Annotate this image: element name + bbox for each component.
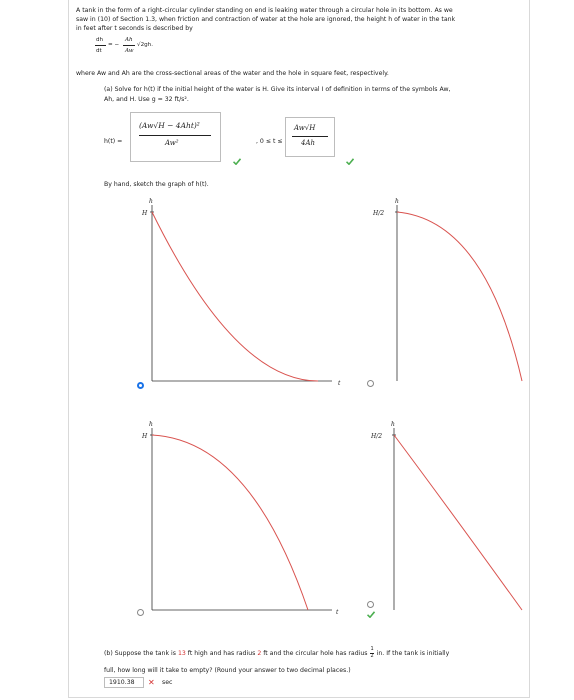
graph-option-4[interactable] [365, 418, 525, 618]
interval-numerator: Aw√H [294, 124, 316, 132]
ode-rhs: √2gh. [137, 42, 153, 48]
graph-4-h-axis-label: h [391, 421, 395, 428]
part-b-prompt-line-2: full, how long will it take to empty? (Round your answer to two decimal places.) [104, 667, 351, 674]
h-of-t-label: h(t) = [104, 138, 123, 145]
h-of-t-denominator: Aw² [165, 139, 179, 147]
graph-1-t-axis-label: t [338, 380, 341, 387]
tank-height-value: 13 [177, 650, 186, 657]
part-a-prompt-line-1: (a) Solve for h(t) if the initial height of the water is H. Give its interval I of definition in terms of the symbols Aw, [104, 86, 451, 93]
graph-3-y-label: H [142, 433, 148, 440]
interval-fraction-bar [292, 136, 328, 137]
ode-equals: = − [108, 42, 120, 48]
h-of-t-fraction-bar [139, 135, 211, 136]
graph-4-y-label: H/2 [371, 433, 383, 440]
graph-option-1[interactable] [140, 195, 355, 395]
tank-radius-value: 2 [257, 650, 262, 657]
graph-3-curve [152, 435, 308, 610]
h-of-t-numerator: (Aw√H − 4Aht)² [139, 121, 200, 130]
interval-denominator: 4Ah [301, 139, 316, 147]
graph-3-t-axis-label: t [336, 609, 339, 616]
hole-radius-fraction [370, 647, 373, 659]
graph-1-y-label: H [142, 210, 148, 217]
part-a-prompt-line-2: Ah, and H. Use g = 32 ft/s². [104, 96, 189, 103]
graph-3-h-axis-label: h [149, 421, 153, 428]
empty-time-unit: sec [162, 679, 173, 686]
hole-radius-numerator: 1 [370, 646, 374, 652]
graph-2-curve [397, 212, 522, 381]
problem-text-line-2: saw in (10) of Section 1.3, when friction and contraction of water at the hole are ignored, the height h of water in the tank [76, 16, 456, 23]
graph-4-curve [394, 435, 522, 610]
where-text: where Aw and Ah are the cross-sectional areas of the water and the hole in square feet, respectively. [76, 70, 389, 77]
graph-option-2[interactable] [365, 195, 525, 395]
empty-time-input[interactable] [104, 677, 144, 688]
ode-lhs-fraction-bar [95, 45, 106, 46]
part-b-prompt-line-1 [104, 647, 449, 659]
h-of-t-answer-box[interactable] [130, 112, 221, 162]
ode-frac-bar [123, 45, 135, 46]
graph-1-curve [152, 212, 318, 381]
graph-option-3[interactable] [140, 418, 355, 618]
sketch-prompt: By hand, sketch the graph of h(t). [104, 181, 209, 188]
ode-lhs-numerator: dh [96, 37, 104, 43]
empty-time-value: 1910.38 [109, 679, 135, 686]
ode-frac-denominator: Aw [125, 48, 134, 54]
interval-correct-check-icon [346, 158, 354, 165]
hole-radius-denominator: 2 [370, 652, 374, 659]
interval-prefix: , 0 ≤ t ≤ [256, 138, 283, 145]
ode-lhs-denominator: dt [96, 48, 102, 54]
part-b-text-b: ft high and has radius [185, 650, 258, 657]
part-b-text-c: ft and the circular hole has radius [261, 650, 370, 657]
wrong-answer-x-icon: ✕ [148, 678, 155, 687]
graph-1-h-axis-label: h [149, 198, 153, 205]
ode-frac-numerator: Ah [125, 37, 133, 43]
problem-text-line-3: in feet after t seconds is described by [76, 25, 193, 32]
h-of-t-correct-check-icon [233, 158, 241, 165]
graph-2-h-axis-label: h [395, 198, 399, 205]
part-b-text-a: (b) Suppose the tank is [104, 650, 178, 657]
part-b-text-d: in. If the tank is initially [374, 650, 450, 657]
interval-answer-box[interactable] [285, 117, 335, 157]
problem-text-line-1: A tank in the form of a right-circular cylinder standing on end is leaking water through a circular hole in its bottom. As we [76, 7, 453, 14]
graph-2-y-label: H/2 [373, 210, 385, 217]
